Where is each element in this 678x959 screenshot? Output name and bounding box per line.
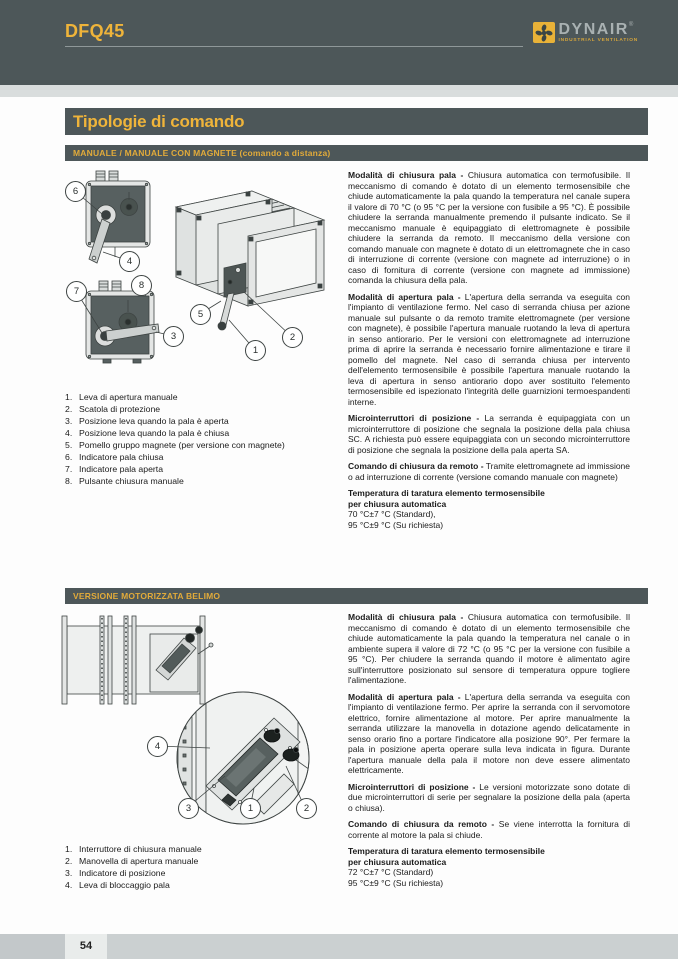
legend-item: 8. Pulsante chiusura manuale [65,476,184,486]
callout-circle: 1 [240,798,261,819]
legend-item: 5. Pomello gruppo magnete (per versione con magnete) [65,440,285,450]
paragraph-body: L'apertura della serranda va eseguita con l'impianto di ventilazione fermo. Per aprire la serranda con il servomotore elettrico, fornire alimentazione al motore. Per aprire manualmente la serranda utilizzare la manovella in dotazione agendo delicatamente in senso orario fino a portare l'indicatore alla posizione 90°. Per fermare la pala in posizione aperta operare sulla leva indicata in figura. Durante l'apertura manuale della pala il motore non deve essere alimentato elettricamente. [348,691,630,775]
callout-circle: 1 [245,340,266,361]
legend-item: 4. Leva di bloccaggio pala [65,880,170,890]
legend-item: 7. Indicatore pala aperta [65,464,164,474]
legend-item: 1. Leva di apertura manuale [65,392,178,402]
legend-item: 4. Posizione leva quando la pala è chiusa [65,428,230,438]
spec-heading: Temperatura di taratura elemento termosensibile [348,846,545,856]
paragraph [348,782,630,814]
legend-list-manual [65,391,350,487]
paragraph-body: Tramite elettromagnete ad immissione o ad interruzione di corrente (versione comando manuale con magnete) [348,461,631,482]
paragraph [348,612,630,686]
temperature-spec [348,488,630,530]
legend-list-belimo [65,843,350,891]
legend-item: 2. Manovella di apertura manuale [65,856,199,866]
callout-circle: 6 [65,181,86,202]
paragraph-title: Comando di chiusura da remoto - [348,819,495,829]
temperature-spec [348,846,630,888]
legend-item: 1. Interruttore di chiusura manuale [65,844,202,854]
section-bar-belimo: VERSIONE MOTORIZZATA BELIMO [65,588,648,604]
section-text-manual [348,170,630,530]
paragraph-body: La serranda è equipaggiata con un microinterruttore di posizione che segnala la posizione della pala chiusa SC. A richiesta può essere equipaggiata con un secondo microinterruttore di posizione che segnala la posizione della pala aperta SA. [348,413,630,455]
paragraph [348,819,630,840]
paragraph [348,413,630,455]
paragraph-title: Modalità di chiusura pala - [348,170,464,180]
brand-tagline: INDUSTRIAL VENTILATION [558,38,638,43]
paragraph [348,170,630,286]
footer-left-segment [0,934,65,959]
spec-heading: per chiusura automatica [348,498,447,509]
callout-circle: 4 [147,736,168,757]
technical-drawing-manual-damper [58,170,345,383]
paragraph-title: Comando di chiusura da remoto - [348,461,484,471]
brand-name: DYNAIR [558,21,629,38]
section-bar-manuale: MANUALE / MANUALE CON MAGNETE (comando a distanza) [65,145,648,161]
spec-value: 95 °C±9 °C (Su richiesta) [348,519,444,530]
paragraph-body: L'apertura della serranda va eseguita con l'impianto di ventilazione fermo. Nel caso di serranda chiusa per azione manuale sul pulsante o da remoto tramite elettromagnete (per versione con magnete), è possibile l'apertura manuale ruotando la leva di apertura in senso antiorario. Per le versioni con elettromagnete ad interruzione prima di aprire la serranda è necessario fornire alimentazione e tirare il pomello del magnete. Nel caso di serranda chiusa per intervento dell'elemento termosensibile è possibile l'apertura manuale ruotando la leva di apertura in senso antiorario dopo aver sostituito l'elemento termosensibile ed ispezionato l'integrità delle guarnizioni termoespandenti interne. [348,291,630,407]
legend-item: 3. Posizione leva quando la pala è aperta [65,416,229,426]
callout-circle: 8 [131,275,152,296]
paragraph-title: Microinterruttori di posizione - [348,781,476,792]
paragraph [348,461,630,482]
spec-heading: per chiusura automatica [348,856,447,867]
paragraph-title: Modalità di chiusura pala - [348,612,464,622]
paragraph-body: Se viene interrotta la fornitura di corrente al motore la pala si chiude. [348,819,630,840]
page-number: 54 [65,934,107,959]
paragraph-title: Modalità di apertura pala - [348,291,461,302]
damper-isometric-illustration [58,170,345,383]
paragraph [348,292,630,408]
paragraph-title: Microinterruttori di posizione - [348,413,480,423]
header-divider-strip [0,85,678,97]
callout-circle: 4 [119,251,140,272]
fan-icon [533,22,555,43]
callout-circle: 3 [178,798,199,819]
callout-circle: 2 [296,798,317,819]
callout-circle: 2 [282,327,303,348]
callout-circle: 7 [66,281,87,302]
section-text-belimo [348,612,630,888]
legend-item: 3. Indicatore di posizione [65,868,166,878]
legend-item: 6. Indicatore pala chiusa [65,452,164,462]
model-title: DFQ45 [65,21,125,41]
paragraph-body: Chiusura automatica con termofusibile. Il meccanismo di comando è dotato di un elemento termosensibile che chiude automaticamente la pala quando la temperatura nel canale supera il valore di 70 °C (o 95 °C per la versione con fusibile a 95 °C). È possibile chiudere la serranda manualmente premendo il pulsante indicato. Se il meccanismo manuale è equipaggiato di elettromagnete è possibile chiudere la serranda da remoto. Il meccanismo della versione con comando manuale con magnete è dotato di un elettromagnete che in caso di interruzione di corrente (versione con magnete ad interruzione) o in caso di fornitura di corrente (versione con magnete ad immissione) comanda la chiusura della pala. [348,170,630,285]
header-rule [65,46,523,47]
spec-value: 95 °C±9 °C (Su richiesta) [348,877,444,888]
paragraph-body: Chiusura automatica con termofusibile. Il meccanismo di comando è dotato di un elemento termosensibile che chiude automaticamente la pala quando la temperatura nel canale o in ambiente supera il valore di 72 °C (o 95 °C per la versione con fusibile a 95 °C). Per chiudere la serranda quando il motore è alimentato agire sull'interruttore posizionato sul sensore di temperatura oppure togliere l'alimentazione. [348,612,630,685]
brand-logo [533,22,638,44]
spec-value: 70 °C±7 °C (Standard), [348,509,436,519]
callout-circle: 5 [190,304,211,325]
technical-drawing-belimo-damper [58,608,345,836]
spec-heading: Temperatura di taratura elemento termosensibile [348,488,545,498]
spec-value: 72 °C±7 °C (Standard) [348,867,434,877]
page-title: Tipologie di comando [65,108,648,135]
legend-item: 2. Scatola di protezione [65,404,161,414]
paragraph-body: Le versioni motorizzate sono dotate di due microinterruttori di serie per segnalare la posizione della pala (aperta o chiusa). [348,781,630,813]
paragraph [348,692,630,776]
paragraph-title: Modalità di apertura pala - [348,691,461,702]
registered-mark: ® [628,22,634,28]
callout-circle: 3 [163,326,184,347]
